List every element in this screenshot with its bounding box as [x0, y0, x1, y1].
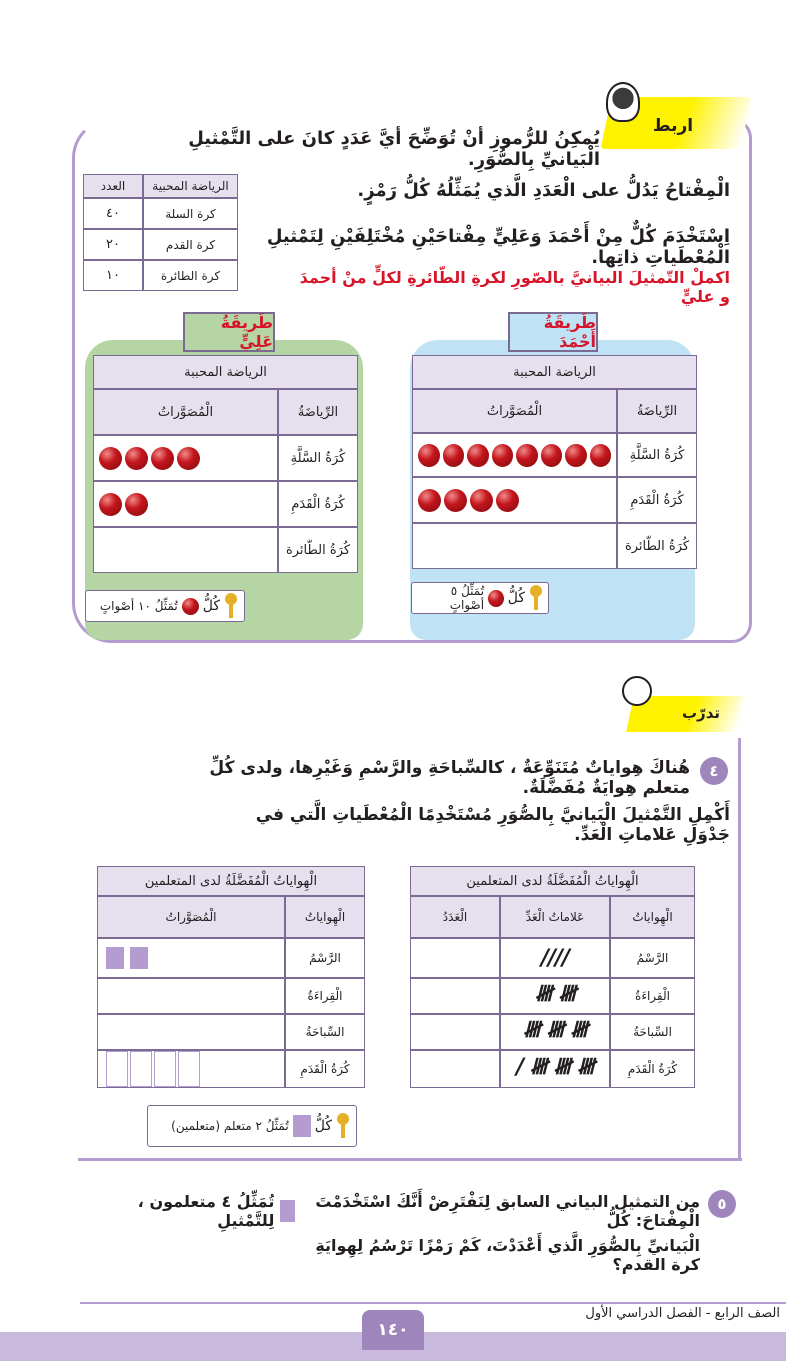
pictograph-cell[interactable]	[97, 978, 285, 1014]
sport-name: كُرَةُ الْقَدَمِ	[278, 481, 358, 527]
votes-header-count: العدد	[83, 174, 143, 198]
hobby-name: الرَّسْمُ	[285, 938, 365, 978]
empty-square-icon	[106, 1051, 128, 1087]
q5-line1-end: تُمَثِّلُ ٤ متعلمون ، لِلتَّمْثيلِ	[137, 1192, 275, 1230]
key-each: كُلُّ	[314, 1118, 332, 1134]
votes-cell-count: ١٠	[83, 260, 143, 291]
q5-line2: الْبَيانيِّ بِالصُّوَرِ الَّذي أَعْدَدْتَ، كَمْ رَمْزًا تَرْسُمُ لِهِوايَةِ كرة القدم؟	[315, 1236, 700, 1274]
table-row	[83, 229, 238, 260]
key-text: تُمَثِّلُ ٥ أصْواتٍ	[449, 584, 485, 612]
votes-cell-sport: كرة السلة	[143, 198, 238, 229]
table-row	[83, 198, 238, 229]
pictograph-cell	[412, 433, 617, 477]
table-row	[410, 1050, 695, 1088]
pictograph-cell[interactable]	[97, 938, 285, 978]
hobby-name: السِّباحَةُ	[610, 1014, 695, 1050]
tally-marks: 𝍸 𝍸 𝍸	[500, 1014, 610, 1050]
votes-cell-count: ٢٠	[83, 229, 143, 260]
ahmad-table	[412, 355, 697, 569]
votes-cell-count: ٤٠	[83, 198, 143, 229]
table-row	[410, 938, 695, 978]
tally-col-marks: عَلاماتُ الْعَدِّ	[500, 896, 610, 938]
ball-icon	[467, 444, 489, 467]
footer-grade: الصف الرابع - الفصل الدراسي الأول	[585, 1306, 780, 1321]
q5-line1-start: من التمثيل البياني السابق لِنَفْتَرِضْ أَنَّكَ اسْتَخْدَمْتَ الْمِفْتاحَ: كُلُّ	[315, 1192, 700, 1230]
pictograph-cell	[93, 481, 278, 527]
square-symbol-icon	[293, 1115, 311, 1137]
q4-line1: هُناكَ هِواياتٌ مُتَنَوِّعَةٌ ، كالسِّباحَةِ والرَّسْمِ وَغَيْرِها، ولدى كُلِّ متعلم هِوايَةٌ مُفَضَّلَةٌ.	[209, 758, 690, 798]
key-icon	[224, 593, 238, 619]
section-divider	[78, 1158, 742, 1161]
ali-caption: الرياضة المحببة	[93, 355, 358, 389]
table-row	[412, 433, 697, 477]
picto-title: الْهِواياتُ الْمُفَضَّلَةُ لدى المتعلمين	[97, 866, 365, 896]
ball-icon	[151, 447, 174, 470]
hobby-picto-table	[97, 866, 365, 1088]
ali-key	[85, 590, 245, 622]
picto-col-hobby: الْهِواياتُ	[285, 896, 365, 938]
square-symbol-icon	[106, 947, 124, 969]
tally-table	[410, 866, 695, 1088]
ball-icon	[418, 444, 440, 467]
footer-rule	[80, 1302, 786, 1304]
square-symbol-icon	[280, 1200, 295, 1222]
ahmad-caption: الرياضة المحببة	[412, 355, 697, 389]
ball-icon	[496, 489, 519, 512]
ahmad-key	[411, 582, 549, 614]
ball-icon	[516, 444, 538, 467]
table-row	[410, 1014, 695, 1050]
table-row	[97, 938, 365, 978]
link-line1: الْمِفْتاحُ يَدُلُّ على الْعَدَدِ الَّذي يُمَثِّلُهُ كُلُّ رَمْزٍ.	[357, 180, 730, 201]
hobby-key	[147, 1105, 357, 1147]
count-input[interactable]	[410, 1050, 500, 1088]
writing-mascot-icon	[622, 676, 652, 706]
table-row	[83, 260, 238, 291]
count-input[interactable]	[410, 1014, 500, 1050]
ali-table	[93, 355, 358, 573]
votes-header-sport: الرياضة المحبية	[143, 174, 238, 198]
practice-badge-label: تدرّب	[681, 704, 720, 722]
tally-marks: 𝍸 𝍸	[500, 978, 610, 1014]
hobby-name: الْقِراءَةُ	[610, 978, 695, 1014]
ball-icon	[488, 590, 504, 607]
practice-frame-line	[738, 738, 741, 1158]
sport-name: كُرَةُ الْقَدَمِ	[617, 477, 697, 523]
tally-marks: 𝍸 𝍸 𝍸 /	[500, 1050, 610, 1088]
empty-square-icon	[178, 1051, 200, 1087]
pictograph-cell	[412, 477, 617, 523]
ball-icon	[443, 444, 465, 467]
link-line2: اِسْتَخْدَمَ كُلٌّ مِنْ أَحْمَدَ وَعَلِيٍّ مِفْتاحَيْنِ مُخْتَلِفَيْنِ لِتَمْثيلِ الْمُعْطَياتِ ذاتِها.	[266, 226, 730, 268]
ball-icon	[125, 447, 148, 470]
table-row	[93, 527, 358, 573]
sport-name: كُرَةُ السَّلَّةِ	[617, 433, 697, 477]
link-intro: يُمكِنُ للرُّموزِ أنْ تُوَضِّحَ أيَّ عَدَدٍ كانَ على التَّمْثيلِ الْبَيانيِّ بِالصُّوَرِ.	[188, 128, 600, 170]
ahmad-col-pics: الْمُصَوَّراتُ	[412, 389, 617, 433]
table-row	[97, 1050, 365, 1088]
ball-icon	[492, 444, 514, 467]
q5-line1	[110, 1192, 700, 1230]
ali-col-sport: الرِّياضَةُ	[278, 389, 358, 435]
table-row	[93, 435, 358, 481]
ali-label: طَريقَةُ عَلِيٍّ	[183, 312, 275, 352]
key-each: كُلُّ	[507, 590, 526, 606]
page-number: ١٤٠	[362, 1310, 424, 1350]
ball-icon	[125, 493, 148, 516]
ali-col-pics: الْمُصَوَّراتُ	[93, 389, 278, 435]
votes-cell-sport: كرة الطائرة	[143, 260, 238, 291]
table-row	[412, 477, 697, 523]
table-row	[412, 523, 697, 569]
key-text: تُمَثِّلُ ١٠ أصْواتٍ	[99, 599, 178, 613]
mascot-icon	[606, 82, 640, 122]
key-each: كُلُّ	[202, 598, 220, 614]
ahmad-label: طَريقَةُ أَحْمَدَ	[508, 312, 598, 352]
hobby-name: كُرَةُ الْقَدَمِ	[610, 1050, 695, 1088]
ball-icon	[99, 493, 122, 516]
key-icon	[529, 585, 542, 611]
table-row	[410, 978, 695, 1014]
sport-name: كُرَةُ الطّائرة	[278, 527, 358, 573]
sport-name: كُرَةُ الطّائرة	[617, 523, 697, 569]
pictograph-cell	[93, 435, 278, 481]
ball-icon	[590, 444, 612, 467]
key-text: تُمَثِّلُ ٢ متعلم (متعلمين)	[171, 1119, 289, 1133]
hobby-name: الرَّسْمُ	[610, 938, 695, 978]
q4-number: ٤	[700, 757, 728, 785]
votes-table	[83, 174, 238, 291]
ahmad-col-sport: الرِّياضَةُ	[617, 389, 697, 433]
count-input[interactable]	[410, 978, 500, 1014]
ball-icon	[470, 489, 493, 512]
hobby-name: السِّباحَةُ	[285, 1014, 365, 1050]
table-row	[93, 481, 358, 527]
ball-icon	[541, 444, 563, 467]
picto-col-pics: الْمُصَوَّراتُ	[97, 896, 285, 938]
q4-line2: أَكْمِلِ التَّمْثيلَ الْبَيانيَّ بِالصُّوَرِ مُسْتَخْدِمًا الْمُعْطَياتِ الَّتي في جَدْوَلِ عَلاماتِ الْعَدِّ.	[255, 805, 730, 845]
square-symbol-icon	[130, 947, 148, 969]
count-input[interactable]	[410, 938, 500, 978]
tally-marks: ////	[500, 938, 610, 978]
sport-name: كُرَةُ السَّلَّةِ	[278, 435, 358, 481]
table-row	[97, 978, 365, 1014]
ball-icon	[177, 447, 200, 470]
hobby-name: كُرَةُ الْقَدَمِ	[285, 1050, 365, 1088]
ball-icon	[565, 444, 587, 467]
pictograph-cell[interactable]	[93, 527, 278, 573]
q5-number: ٥	[708, 1190, 736, 1218]
ball-icon	[418, 489, 441, 512]
ball-icon	[99, 447, 122, 470]
pictograph-cell[interactable]	[97, 1014, 285, 1050]
link-instruction: اكملْ التّمثيلَ البيانيَّ بالصّورِ لكرةِ الطّائرةِ لكلٍّ منْ أحمدَ و عليٍّ	[299, 268, 730, 306]
tally-col-count: الْعَدَدُ	[410, 896, 500, 938]
pictograph-cell[interactable]	[412, 523, 617, 569]
empty-square-icon	[154, 1051, 176, 1087]
votes-cell-sport: كرة القدم	[143, 229, 238, 260]
table-row	[97, 1014, 365, 1050]
key-icon	[336, 1113, 350, 1139]
ball-icon	[182, 598, 199, 615]
empty-square-icon	[130, 1051, 152, 1087]
hobby-name: الْقِراءَةُ	[285, 978, 365, 1014]
ball-icon	[444, 489, 467, 512]
tally-title: الْهِواياتُ الْمُفَضَّلَةُ لدى المتعلمين	[410, 866, 695, 896]
tally-col-hobby: الْهِواياتُ	[610, 896, 695, 938]
pictograph-cell[interactable]	[97, 1050, 285, 1088]
link-badge-label: اربط	[652, 116, 694, 136]
